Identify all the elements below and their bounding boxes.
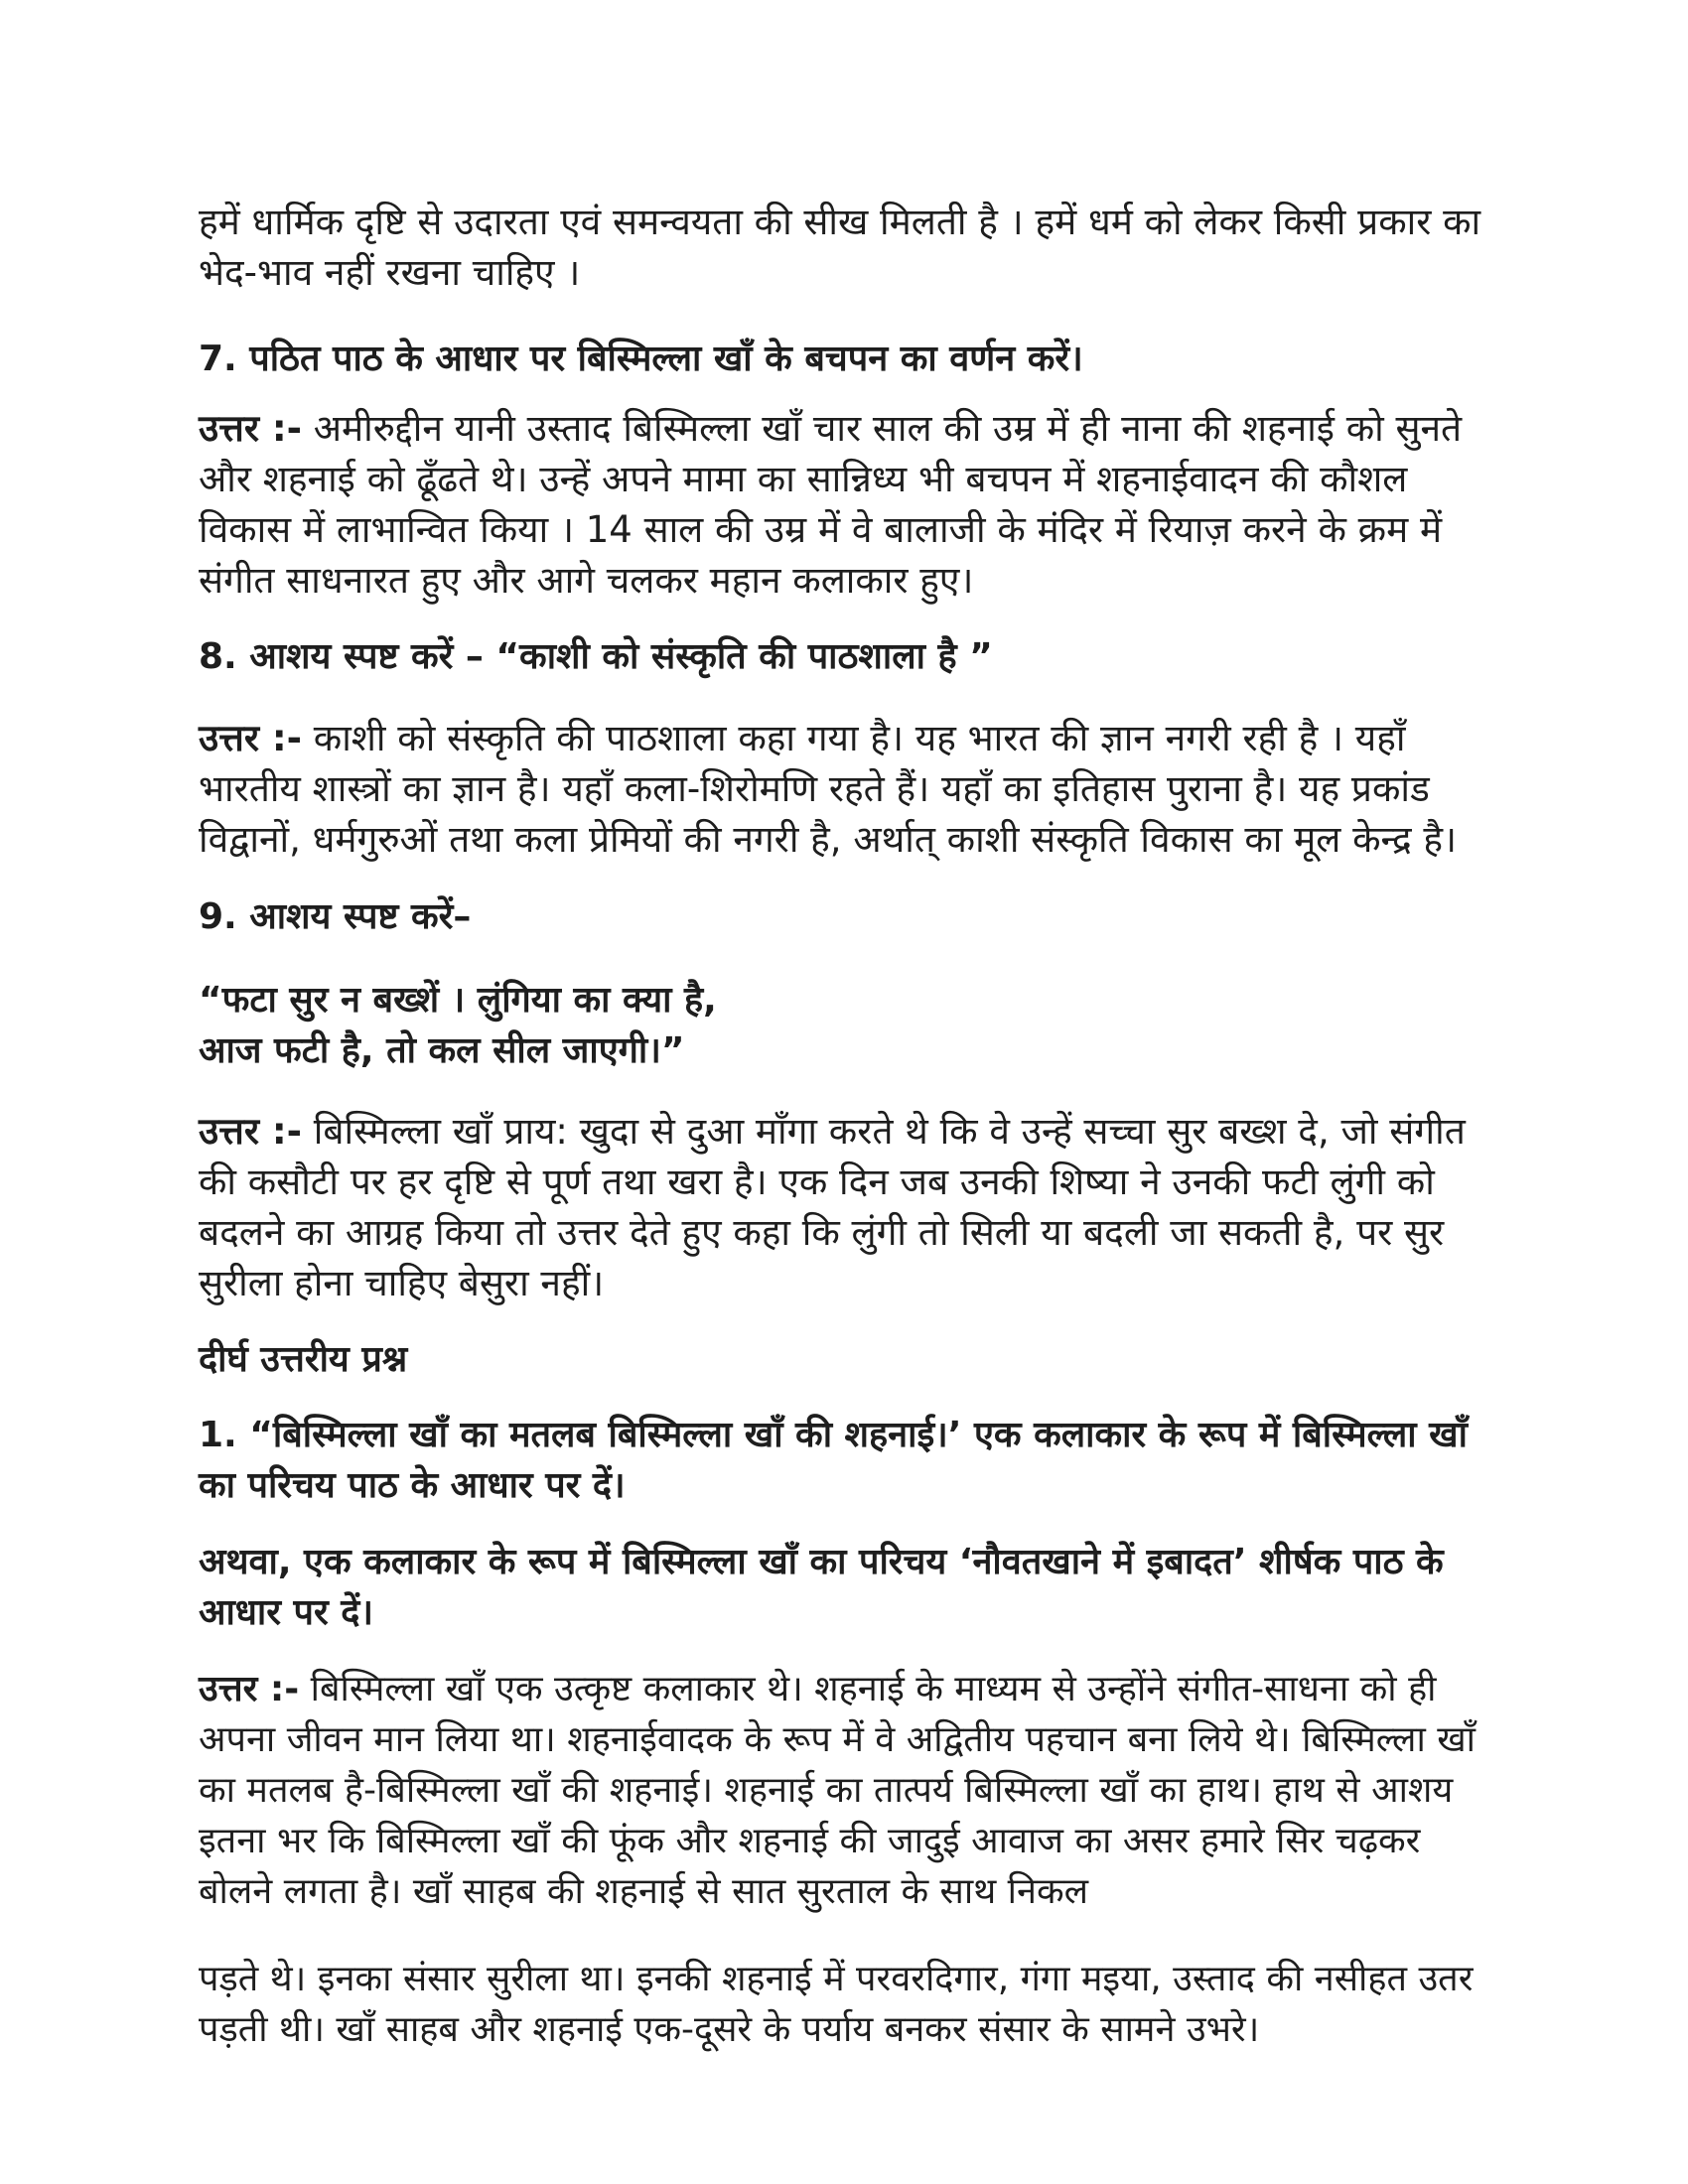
answer-label: उत्तर :- xyxy=(199,1669,300,1709)
long-question-1-answer xyxy=(199,1664,1489,1917)
question-9-heading: 9. आशय स्पष्ट करें– xyxy=(199,896,472,937)
question-9-answer xyxy=(199,1106,1489,1308)
answer-label: उत्तर :- xyxy=(199,407,303,450)
answer-text: बिस्मिल्ला खाँ प्राय: खुदा से दुआ माँगा करते थे कि वे उन्हें सच्चा सुर बख्श दे, जो संगीत की कसौटी पर हर दृष्टि से पूर्ण तथा खरा है। एक दिन जब उनकी शिष्या ने उनकी फटी लुंगी को बदलने का आग्रह किया तो उत्तर देते हुए कहा कि लुंगी तो सिली या बदली जा सकती है, पर सुर सुरीला होना चाहिए बेसुरा नहीं। xyxy=(199,1110,1466,1304)
question-8-heading: 8. आशय स्पष्ट करें – “काशी को संस्कृति की पाठशाला है ” xyxy=(199,636,993,677)
answer-text: काशी को संस्कृति की पाठशाला कहा गया है। यह भारत की ज्ञान नगरी रही है । यहाँ भारतीय शास्त्रों का ज्ञान है। यहाँ कला-शिरोमणि रहते हैं। यहाँ का इतिहास पुराना है। यह प्रकांड विद्वानों, धर्मगुरुओं तथा कला प्रेमियों की नगरी है, अर्थात् काशी संस्कृति विकास का मूल केन्द्र है। xyxy=(199,717,1458,861)
answer-label: उत्तर :- xyxy=(199,717,303,759)
answer-label: उत्तर :- xyxy=(199,1110,303,1153)
question-9-quote-line-2: आज फटी है, तो कल सील जाएगी।” xyxy=(199,1030,685,1071)
question-7-heading: 7. पठित पाठ के आधार पर बिस्मिल्ला खाँ के बचपन का वर्णन करें। xyxy=(199,339,1083,379)
long-question-1-answer-continued: पड़ते थे। इनका संसार सुरीला था। इनकी शहनाई में परवरदिगार, गंगा मइया, उस्ताद की नसीहत उतर पड़ती थी। खाँ साहब और शहनाई एक-दूसरे के पर्याय बनकर संसार के सामने उभरे। xyxy=(199,1959,1474,2050)
long-question-1-alternate: अथवा, एक कलाकार के रूप में बिस्मिल्ला खाँ का परिचय ‘नौवतखाने में इबादत’ शीर्षक पाठ के आधार पर दें। xyxy=(199,1542,1444,1633)
long-question-1-heading: 1. “बिस्मिल्ला खाँ का मतलब बिस्मिल्ला खाँ की शहनाई।’ एक कलाकार के रूप में बिस्मिल्ला खाँ का परिचय पाठ के आधार पर दें। xyxy=(199,1415,1468,1506)
intro-paragraph: हमें धार्मिक दृष्टि से उदारता एवं समन्वयता की सीख मिलती है । हमें धर्म को लेकर किसी प्रकार का भेद-भाव नहीं रखना चाहिए । xyxy=(199,201,1481,294)
question-7-answer xyxy=(199,403,1489,606)
long-answer-section-heading: दीर्घ उत्तरीय प्रश्न xyxy=(199,1339,408,1380)
question-9-quote-line-1: “फटा सुर न बख्शें । लुंगिया का क्या है, xyxy=(199,980,717,1021)
answer-text: अमीरुद्दीन यानी उस्ताद बिस्मिल्ला खाँ चार साल की उम्र में ही नाना की शहनाई को सुनते और शहनाई को ढूँढते थे। उन्हें अपने मामा का सान्निध्य भी बचपन में शहनाईवादन की कौशल विकास में लाभान्वित किया । 14 साल की उम्र में वे बालाजी के मंदिर में रियाज़ करने के क्रम में संगीत साधनारत हुए और आगे चलकर महान कलाकार हुए। xyxy=(199,407,1463,602)
question-8-answer xyxy=(199,713,1489,865)
answer-text: बिस्मिल्ला खाँ एक उत्कृष्ट कलाकार थे। शहनाई के माध्यम से उन्होंने संगीत-साधना को ही अपना जीवन मान लिया था। शहनाईवादक के रूप में वे अद्वितीय पहचान बना लिये थे। बिस्मिल्ला खाँ का मतलब है-बिस्मिल्ला खाँ की शहनाई। शहनाई का तात्पर्य बिस्मिल्ला खाँ का हाथ। हाथ से आशय इतना भर कि बिस्मिल्ला खाँ की फूंक और शहनाई की जादुई आवाज का असर हमारे सिर चढ़कर बोलने लगता है। खाँ साहब की शहनाई से सात सुरताल के साथ निकल xyxy=(199,1669,1476,1912)
